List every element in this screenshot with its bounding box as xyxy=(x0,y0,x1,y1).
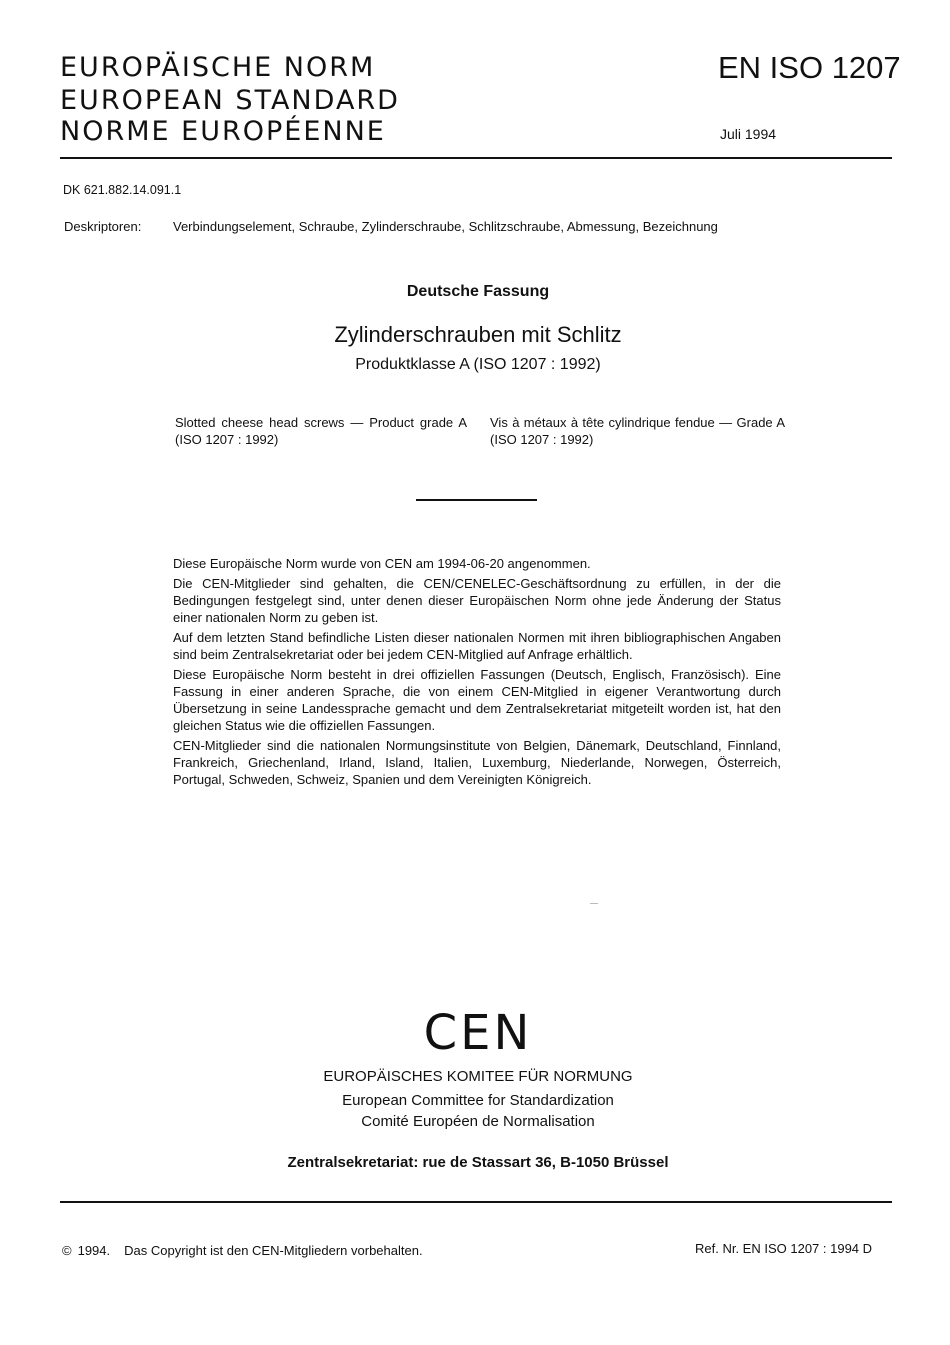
top-divider xyxy=(60,157,892,159)
short-divider xyxy=(416,499,537,501)
english-title: Slotted cheese head screws — Product grade A (ISO 1207 : 1992) xyxy=(175,415,467,447)
title-english: EUROPEAN STANDARD xyxy=(60,85,400,116)
cen-name-english: European Committee for Standardization xyxy=(342,1092,614,1109)
bottom-divider xyxy=(60,1201,892,1203)
copyright-icon: © xyxy=(62,1243,72,1258)
standard-number: EN ISO 1207 xyxy=(718,50,901,85)
paragraph-members: CEN-Mitglieder sind die nationalen Normungsinstitute von Belgien, Dänemark, Deutschland, Finnland, Frankreich, Griechenland, Irland, Island, Italien, Luxemburg, Niederlande, Norwegen, Österreich, Portugal, Schweden, Schweiz, Spanien und dem Vereinigten Königreich. xyxy=(173,738,781,787)
title-german: EUROPÄISCHE NORM xyxy=(60,52,376,83)
descriptors-text: Verbindungselement, Schraube, Zylinderschraube, Schlitzschraube, Abmessung, Bezeichnung xyxy=(173,219,718,234)
publication-date: Juli 1994 xyxy=(720,126,777,142)
copyright-notice xyxy=(62,1243,423,1258)
version-label: Deutsche Fassung xyxy=(406,283,550,300)
dk-classification: DK 621.882.14.091.1 xyxy=(63,183,182,197)
document-title: Zylinderschrauben mit Schlitz xyxy=(334,322,622,347)
reference-number: Ref. Nr. EN ISO 1207 : 1994 D xyxy=(695,1241,873,1256)
paragraph-adoption: Diese Europäische Norm wurde von CEN am 1994-06-20 angenommen. xyxy=(173,556,591,571)
title-french: NORME EUROPÉENNE xyxy=(60,116,386,147)
copyright-text: Das Copyright ist den CEN-Mitgliedern vorbehalten. xyxy=(124,1243,423,1258)
copyright-year: 1994. xyxy=(77,1243,111,1258)
cen-name-french: Comité Européen de Normalisation xyxy=(361,1113,595,1130)
descriptors-label: Deskriptoren: xyxy=(64,219,142,234)
paragraph-lists: Auf dem letzten Stand befindliche Listen dieser nationalen Normen mit ihren bibliographischen Angaben sind beim Zentralsekretariat oder bei jedem CEN-Mitglied auf Anfrage erhältlich. xyxy=(173,630,781,662)
document-subtitle: Produktklasse A (ISO 1207 : 1992) xyxy=(355,356,601,373)
cen-address: Zentralsekretariat: rue de Stassart 36, B-1050 Brüssel xyxy=(287,1154,669,1171)
cen-name-german: EUROPÄISCHES KOMITEE FÜR NORMUNG xyxy=(323,1068,633,1085)
body-text xyxy=(173,555,781,791)
paragraph-versions: Diese Europäische Norm besteht in drei offiziellen Fassungen (Deutsch, Englisch, Französisch). Eine Fassung in einer anderen Sprache, die von einem CEN-Mitglied in eigener Verantwortung durch Übersetzung in seine Landessprache gemacht und dem Zentralsekretariat mitgeteilt worden ist, hat den gleichen Status wie die offiziellen Fassungen. xyxy=(173,667,781,733)
cen-logo: CEN xyxy=(423,1005,533,1061)
paragraph-obligations: Die CEN-Mitglieder sind gehalten, die CEN/CENELEC-Geschäftsordnung zu erfüllen, in der die Bedingungen festgelegt sind, unter denen dieser Europäischen Norm ohne jede Änderung der Status einer nationalen Norm zu geben ist. xyxy=(173,576,781,625)
french-title: Vis à métaux à tête cylindrique fendue — Grade A (ISO 1207 : 1992) xyxy=(490,415,785,447)
scan-speck xyxy=(590,903,598,904)
